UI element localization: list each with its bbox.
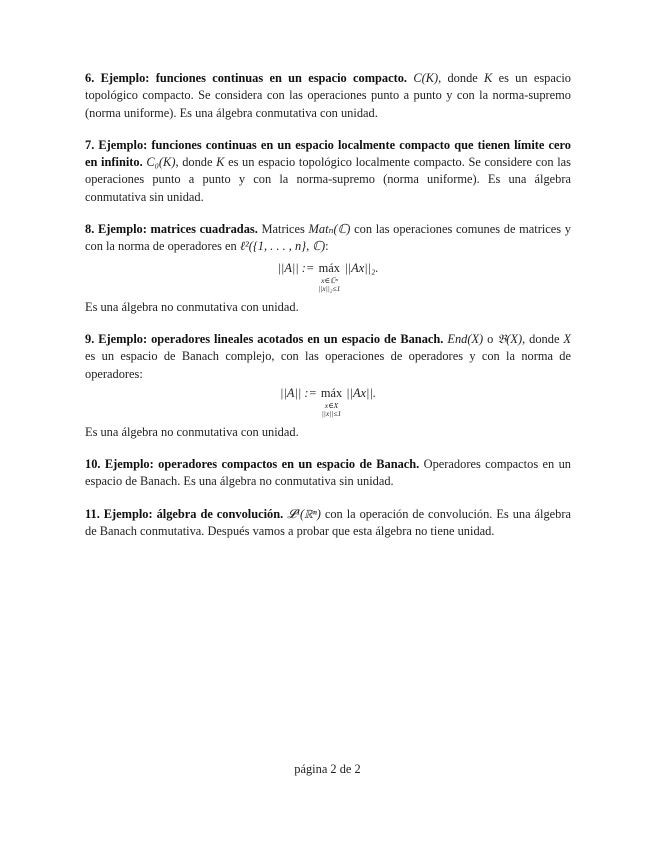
example-6-var-k: K [484,71,493,85]
example-8-text-b: con las operaciones comunes de matrices y con la norma de operadores en [85,222,571,254]
example-8-heading: 8. Ejemplo: matrices cuadradas. [85,222,258,237]
example-6-heading: 6. Ejemplo: funciones continuas en un espacio compacto. [85,71,408,85]
example-9-after: Es una álgebra no conmutativa con unidad. [85,424,299,439]
formula-max: máx [318,260,340,275]
example-9-space: End(X) [447,331,484,346]
example-9-text-a: o [483,331,498,346]
example-6-text-b: es un espacio topológico compacto. Se considera con las operaciones punto a punto y con la norma-supremo (norma uniforme). Es una álgebra conmutativa con unidad. [85,71,572,120]
page-footer: página 2 de 2 [294,762,361,776]
example-6 [85,70,571,122]
formula-sub-2: ||x||≤1 [321,408,342,418]
formula-max: máx [320,385,343,400]
example-9-var-x: X [563,331,571,346]
formula-max-operator [321,385,342,418]
example-7-space: C₀(K) [146,155,176,170]
example-8-text-a: Matrices [257,222,309,237]
example-6-text-a: , donde [438,71,485,85]
example-8-space-2: ℓ²({1, . . . , n}, ℂ) [239,239,326,254]
example-11-heading: 11. Ejemplo: álgebra de convolución. [85,506,284,521]
example-8-formula [85,260,571,293]
example-7-heading: 7. Ejemplo: funciones continuas en un espacio localmente compacto que tienen límite cero en infinito. [85,137,571,170]
example-6-space: C(K) [413,71,439,85]
example-7-text-a: , donde [175,155,217,170]
page-body [85,70,571,555]
example-7 [85,137,571,206]
example-11-text-a: con la operación de convolución. Es una álgebra de Banach conmutativa. Después vamos a probar que esta álgebra no tiene unidad. [85,506,572,539]
example-8 [85,221,571,316]
formula-lhs: ||A|| := [280,385,317,400]
formula-max-operator [318,260,340,293]
example-9-heading: 9. Ejemplo: operadores lineales acotados en un espacio de Banach. [85,331,444,346]
example-10 [85,456,571,491]
example-10-heading: 10. Ejemplo: operadores compactos en un espacio de Banach. [85,457,420,472]
example-11-space: 𝓛¹(ℝⁿ) [287,506,321,521]
example-9-formula [85,385,571,418]
formula-rhs: ||Ax||. [346,385,376,400]
formula-lhs: ||A|| := [277,260,315,275]
example-9 [85,331,571,441]
formula-sub-1: x∈ℂⁿ [321,275,338,285]
example-7-var-k: K [216,155,225,170]
example-8-after: Es una álgebra no conmutativa con unidad. [85,299,299,314]
formula-sub-1: x∈X [324,400,339,410]
example-11 [85,506,571,541]
example-9-intro [85,331,571,383]
formula-rhs: ||Ax||₂. [344,260,379,275]
example-8-space: Matₙ(ℂ) [308,222,351,237]
example-9-space-2: 𝔅(X) [497,331,523,346]
example-10-text-a: Operadores compactos en un espacio de Banach. Es una álgebra no conmutativa sin unidad. [85,457,571,489]
example-9-text-b: , donde [522,331,564,346]
example-7-text-b: es un espacio topológico localmente compacto. Se considere con las operaciones punto a punto y con la norma-supremo (norma uniforme). Es una álgebra conmutativa sin unidad. [85,155,571,204]
formula-sub-2: ||x||₂≤1 [318,283,341,293]
example-9-text-c: es un espacio de Banach complejo, con las operaciones de operadores y con la norma de operadores: [85,349,571,381]
example-8-intro [85,221,571,256]
example-8-text-c: : [325,239,329,254]
